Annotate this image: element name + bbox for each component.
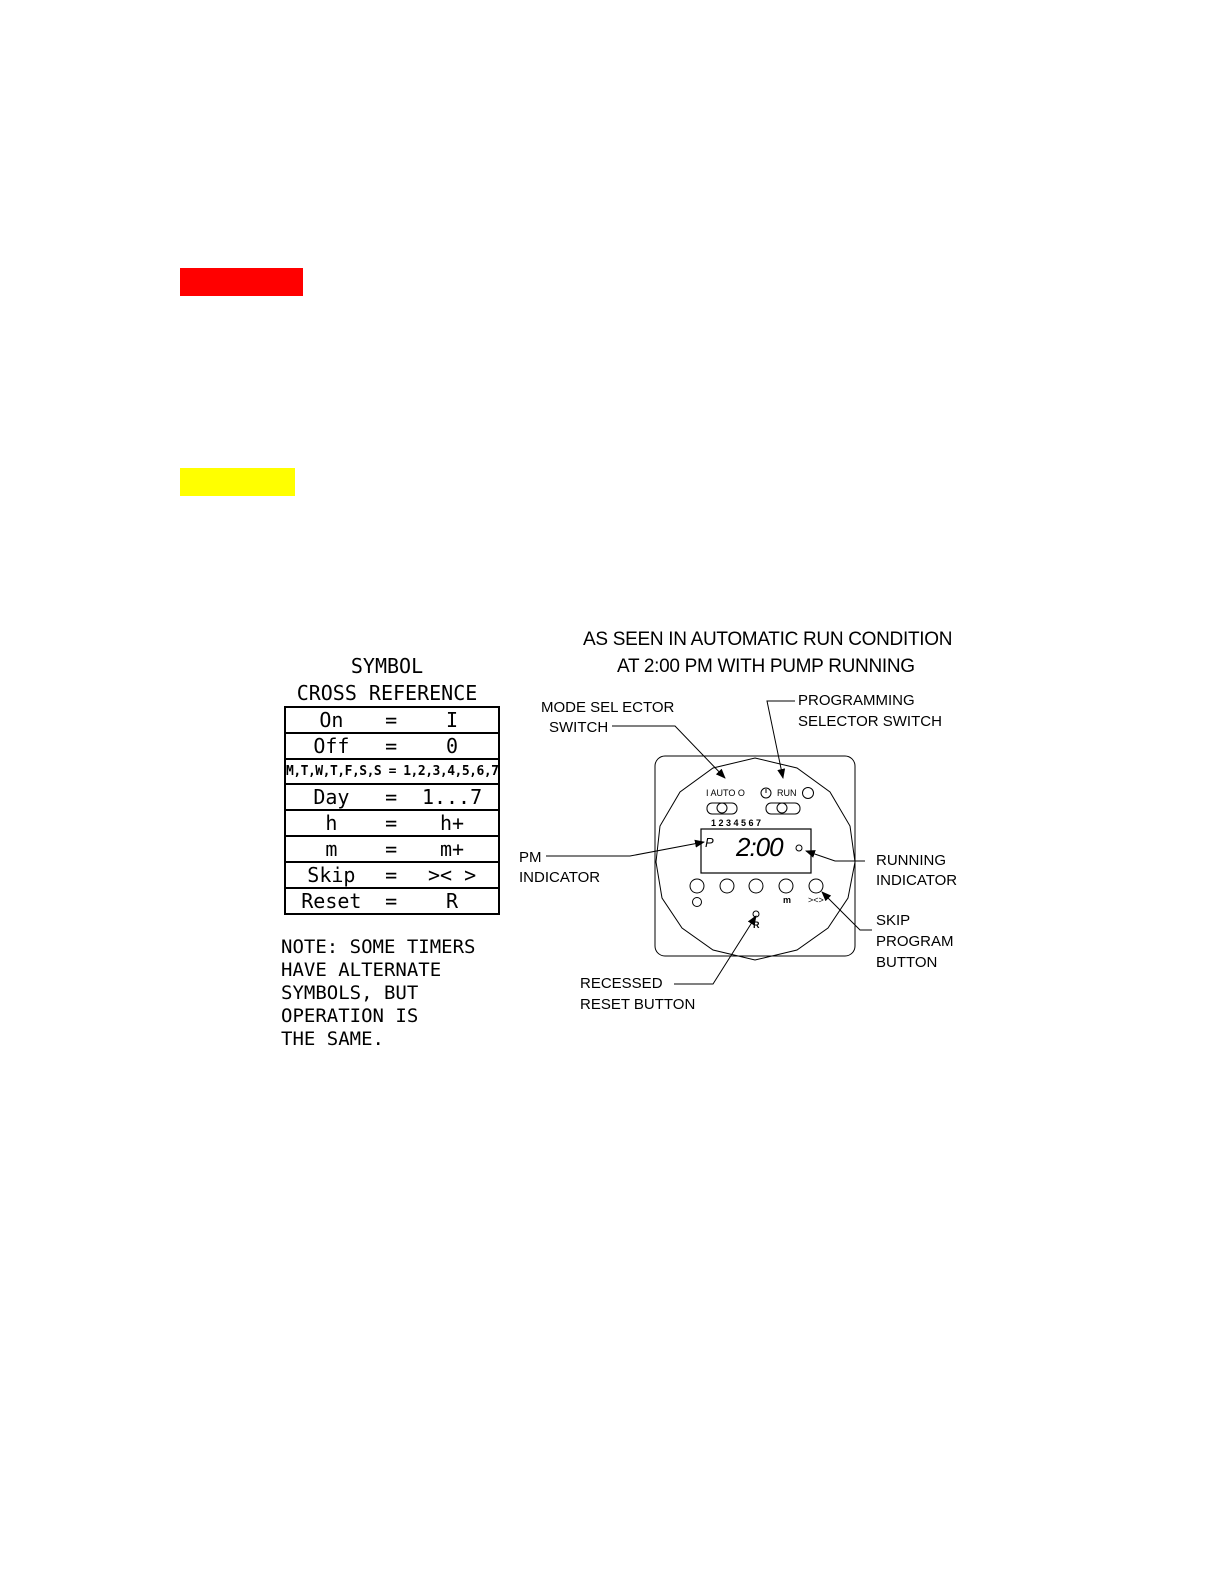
- symbol-cell-eq: =: [377, 862, 406, 888]
- note-line: NOTE: SOME TIMERS: [281, 936, 476, 958]
- label-running-1: RUNNING: [876, 852, 946, 869]
- note-line: HAVE ALTERNATE: [281, 959, 442, 981]
- day-numbers: 1 2 3 4 5 6 7: [711, 818, 762, 828]
- label-skip-2: PROGRAM: [876, 933, 954, 950]
- label-programming-1: PROGRAMMING: [798, 692, 915, 709]
- note-line: SYMBOLS, BUT: [281, 982, 419, 1004]
- symbol-row-days: M,T,W,T,F,S,S = 1,2,3,4,5,6,7: [285, 759, 499, 784]
- symbol-cell-term: Off: [285, 733, 377, 759]
- button-2: [720, 879, 734, 893]
- symbol-cell-symbol: h+: [406, 810, 500, 836]
- running-indicator-icon: [796, 845, 802, 851]
- symbol-cell-symbol: I: [406, 707, 500, 733]
- run-text: RUN: [777, 788, 797, 798]
- mode-switch-slider: [707, 803, 737, 814]
- symbol-cell-symbol: R: [406, 888, 500, 914]
- label-reset-2: RESET BUTTON: [580, 996, 696, 1013]
- leader-pm: [546, 842, 704, 856]
- leader-running: [806, 851, 865, 861]
- symbol-cell-term: h: [285, 810, 377, 836]
- symbol-cell-eq: =: [377, 836, 406, 862]
- symbol-cell-eq: =: [377, 707, 406, 733]
- label-reset-1: RECESSED: [580, 975, 663, 992]
- diagram-title: AS SEEN IN AUTOMATIC RUN CONDITION: [583, 629, 953, 650]
- button-1b: [693, 898, 702, 907]
- symbol-cell-symbol: >< >: [406, 862, 500, 888]
- top-right-button: [803, 788, 814, 799]
- reset-label: R: [753, 920, 760, 930]
- mode-switch-text: I AUTO O: [706, 788, 745, 798]
- label-mode-selector-1: MODE SEL ECTOR: [541, 699, 675, 716]
- button-m-label: m: [783, 895, 792, 905]
- button-3: [749, 879, 763, 893]
- symbol-subtitle: CROSS REFERENCE: [296, 681, 478, 705]
- lcd-pm-indicator: P: [705, 835, 714, 850]
- note-line: THE SAME.: [281, 1028, 384, 1050]
- symbol-title: SYMBOL: [350, 654, 424, 678]
- symbol-cell-symbol: m+: [406, 836, 500, 862]
- label-skip-1: SKIP: [876, 912, 911, 929]
- symbol-cell-term: Skip: [285, 862, 377, 888]
- label-skip-3: BUTTON: [876, 954, 938, 971]
- symbol-cell-eq: =: [377, 888, 406, 914]
- button-1: [690, 879, 704, 893]
- label-mode-selector-2: SWITCH: [549, 719, 609, 736]
- button-skip: [809, 879, 823, 893]
- program-switch-slider: [766, 803, 800, 814]
- symbol-cell-eq: =: [377, 784, 406, 810]
- symbol-cell-term: On: [285, 707, 377, 733]
- symbol-cell-eq: =: [377, 733, 406, 759]
- button-m: [779, 879, 793, 893]
- lcd-time: 2:00: [736, 832, 783, 862]
- symbol-cell-term: Day: [285, 784, 377, 810]
- symbol-cell-symbol: 0: [406, 733, 500, 759]
- symbol-cell-term: m: [285, 836, 377, 862]
- diagram-subtitle: AT 2:00 PM WITH PUMP RUNNING: [617, 656, 915, 677]
- symbol-cell-eq: =: [377, 810, 406, 836]
- label-pm-2: INDICATOR: [519, 869, 601, 886]
- button-skip-label: ><>: [808, 895, 824, 905]
- symbol-cell-term: Reset: [285, 888, 377, 914]
- note-line: OPERATION IS: [281, 1005, 419, 1027]
- leader-skip: [822, 892, 872, 930]
- leader-mode-selector: [612, 726, 725, 778]
- label-programming-2: SELECTOR SWITCH: [798, 713, 942, 730]
- label-running-2: INDICATOR: [876, 872, 958, 889]
- symbol-cell-symbol: 1...7: [406, 784, 500, 810]
- label-pm-1: PM: [519, 849, 542, 866]
